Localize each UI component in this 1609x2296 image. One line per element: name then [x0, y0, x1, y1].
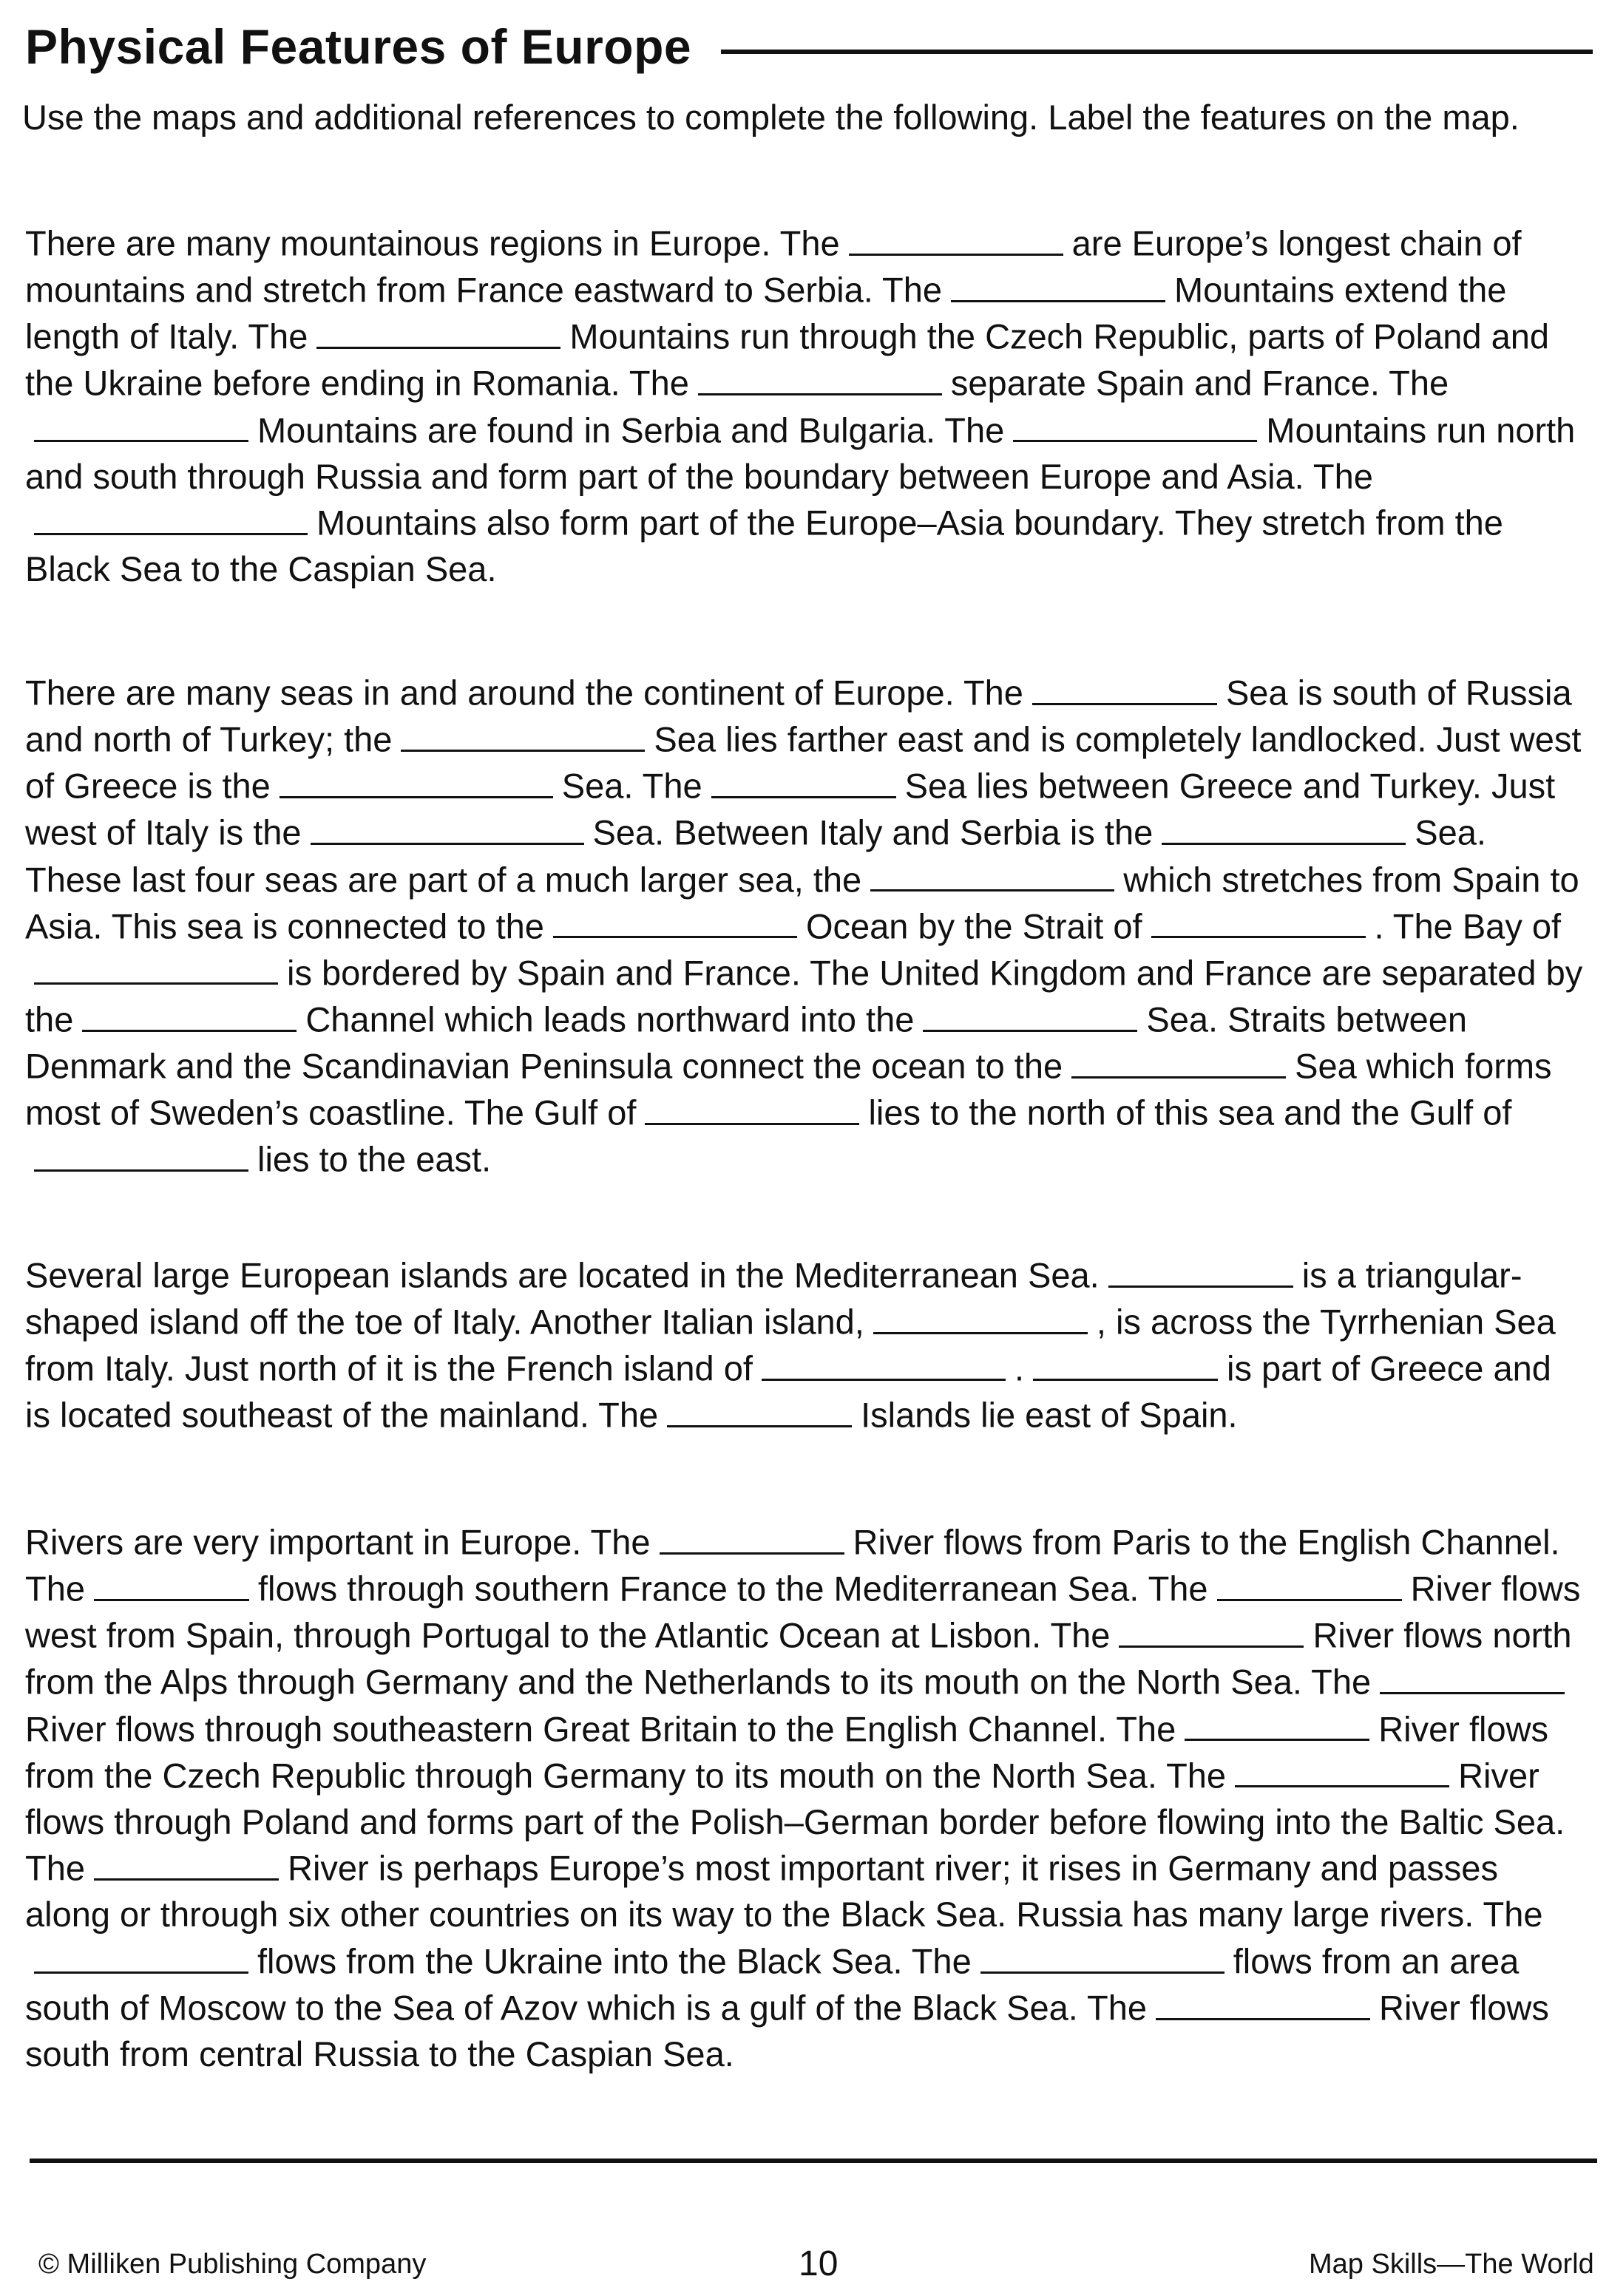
answer-blank[interactable] — [849, 220, 1063, 256]
answer-blank[interactable] — [1032, 670, 1217, 705]
answer-blank[interactable] — [1119, 1612, 1304, 1648]
answer-blank[interactable] — [34, 407, 248, 443]
text: Channel which leads northward into the — [305, 999, 915, 1039]
text: Sea which forms most of Sweden’s coastline. The Gulf of — [25, 1046, 1552, 1132]
answer-blank[interactable] — [667, 1392, 852, 1427]
text: is a triangular-shaped island off the toe of Italy. Another Italian island, — [25, 1255, 1522, 1342]
text: Mountains also form part of the Europe–Asia boundary. They stretch from the Black Sea to the Caspian Sea. — [25, 503, 1503, 589]
rivers-paragraph — [25, 1519, 1585, 2078]
answer-blank[interactable] — [762, 1345, 1006, 1381]
mountains-paragraph — [25, 220, 1585, 593]
answer-blank[interactable] — [923, 996, 1137, 1032]
text: Sea. Between Italy and Serbia is the — [592, 813, 1154, 853]
answer-blank[interactable] — [316, 313, 560, 349]
answer-blank[interactable] — [698, 360, 942, 395]
answer-blank[interactable] — [870, 857, 1114, 892]
answer-blank[interactable] — [94, 1566, 249, 1601]
text: River flows north from the Alps through Germany and the Netherlands to its mouth on the North Sea. The — [25, 1615, 1572, 1702]
text: Mountains extend the length of Italy. The — [25, 270, 1507, 356]
text: are Europe’s longest chain of mountains and stretch from France eastward to Serbia. The — [25, 223, 1522, 310]
answer-blank[interactable] — [1380, 1659, 1565, 1694]
answer-blank[interactable] — [711, 763, 896, 798]
page-title: Physical Features of Europe — [25, 19, 692, 74]
text: Mountains are found in Serbia and Bulgaria. The — [257, 410, 1005, 450]
text: Sea. These last four seas are part of a much larger sea, the — [25, 813, 1486, 900]
page-number: 10 — [799, 2244, 839, 2283]
answer-blank[interactable] — [873, 1299, 1088, 1334]
answer-blank[interactable] — [1151, 903, 1366, 939]
text: River flows from the Czech Republic through Germany to its mouth on the North Sea. The — [25, 1709, 1549, 1796]
text: flows from an area south of Moscow to the Sea of Azov which is a gulf of the Black Sea. The — [25, 1941, 1520, 2028]
answer-blank[interactable] — [280, 763, 553, 798]
text: River flows through Poland and forms part of the Polish–German border before flowing into the Baltic Sea. The — [25, 1756, 1565, 1888]
header — [25, 13, 1593, 80]
text: is part of Greece and is located southeast of the mainland. The — [25, 1348, 1551, 1436]
answer-blank[interactable] — [1033, 1345, 1218, 1381]
text: Islands lie east of Spain. — [861, 1396, 1238, 1436]
text: River is perhaps Europe’s most important river; it rises in Germany and passes along or through six other countries on its way to the Black Sea. Russia has many large rivers. The — [25, 1848, 1543, 1935]
text: is bordered by Spain and France. The United Kingdom and France are separated by the — [25, 953, 1583, 1039]
answer-blank[interactable] — [34, 1938, 248, 1974]
text: There are many mountainous regions in Europe. The — [25, 223, 840, 263]
answer-blank[interactable] — [34, 1136, 248, 1172]
seas-paragraph — [25, 670, 1585, 1183]
answer-blank[interactable] — [645, 1090, 859, 1125]
answer-blank[interactable] — [94, 1845, 279, 1881]
copyright: © Milliken Publishing Company — [38, 2249, 427, 2280]
text: River flows through southeastern Great Britain to the English Channel. The — [25, 1709, 1176, 1749]
text: River flows from Paris to the English Channel. The — [25, 1522, 1560, 1609]
instructions: Use the maps and additional references to complete the following. Label the features on the map. — [22, 98, 1520, 137]
text: Sea lies between Greece and Turkey. Just west of Italy is the — [25, 766, 1556, 853]
answer-blank[interactable] — [34, 500, 308, 535]
answer-blank[interactable] — [1156, 1985, 1370, 2020]
answer-blank[interactable] — [1071, 1043, 1286, 1079]
answer-blank[interactable] — [1235, 1753, 1449, 1788]
answer-blank[interactable] — [980, 1938, 1224, 1974]
answer-blank[interactable] — [82, 996, 297, 1032]
answer-blank[interactable] — [311, 809, 584, 845]
book-title: Map Skills—The World — [1309, 2249, 1594, 2280]
text: lies to the east. — [257, 1140, 492, 1180]
text: flows through southern France to the Mediterranean Sea. The — [258, 1569, 1208, 1609]
text: Sea is south of Russia and north of Turkey; the — [25, 673, 1572, 759]
text: flows from the Ukraine into the Black Sea. The — [257, 1941, 972, 1981]
islands-paragraph — [25, 1252, 1585, 1439]
text: , is across the Tyrrhenian Sea from Italy. Just north of it is the French island of — [25, 1302, 1556, 1388]
answer-blank[interactable] — [951, 267, 1165, 302]
title-rule — [721, 50, 1593, 54]
text: which stretches from Spain to Asia. This sea is connected to the — [25, 860, 1579, 946]
text: lies to the north of this sea and the Gulf of — [868, 1093, 1512, 1132]
answer-blank[interactable] — [34, 950, 278, 985]
text: Rivers are very important in Europe. The — [25, 1522, 651, 1562]
text: . The Bay of — [1374, 906, 1562, 946]
text: Mountains run through the Czech Republic, parts of Poland and the Ukraine before ending in Romania. The — [25, 316, 1549, 404]
text: Sea lies farther east and is completely landlocked. Just west of Greece is the — [25, 719, 1582, 806]
text: Several large European islands are located in the Mediterranean Sea. — [25, 1255, 1100, 1295]
text: separate Spain and France. The — [950, 364, 1449, 404]
text: Mountains run north and south through Russia and form part of the boundary between Europe and Asia. The — [25, 410, 1576, 496]
answer-blank[interactable] — [1185, 1706, 1369, 1742]
answer-blank[interactable] — [660, 1519, 844, 1555]
answer-blank[interactable] — [1217, 1566, 1402, 1601]
answer-blank[interactable] — [553, 903, 797, 939]
answer-blank[interactable] — [1108, 1252, 1293, 1288]
text: River flows west from Spain, through Portugal to the Atlantic Ocean at Lisbon. The — [25, 1569, 1581, 1655]
answer-blank[interactable] — [1013, 407, 1257, 443]
text: Sea. The — [561, 766, 702, 806]
bottom-rule — [30, 2159, 1597, 2163]
text: River flows south from central Russia to the Caspian Sea. — [25, 1988, 1549, 2074]
text: There are many seas in and around the continent of Europe. The — [25, 673, 1023, 713]
answer-blank[interactable] — [1162, 809, 1406, 845]
text: Sea. Straits between Denmark and the Scandinavian Peninsula connect the ocean to the — [25, 999, 1468, 1086]
answer-blank[interactable] — [401, 716, 645, 752]
text: . — [1014, 1348, 1024, 1388]
text: Ocean by the Strait of — [805, 906, 1142, 946]
